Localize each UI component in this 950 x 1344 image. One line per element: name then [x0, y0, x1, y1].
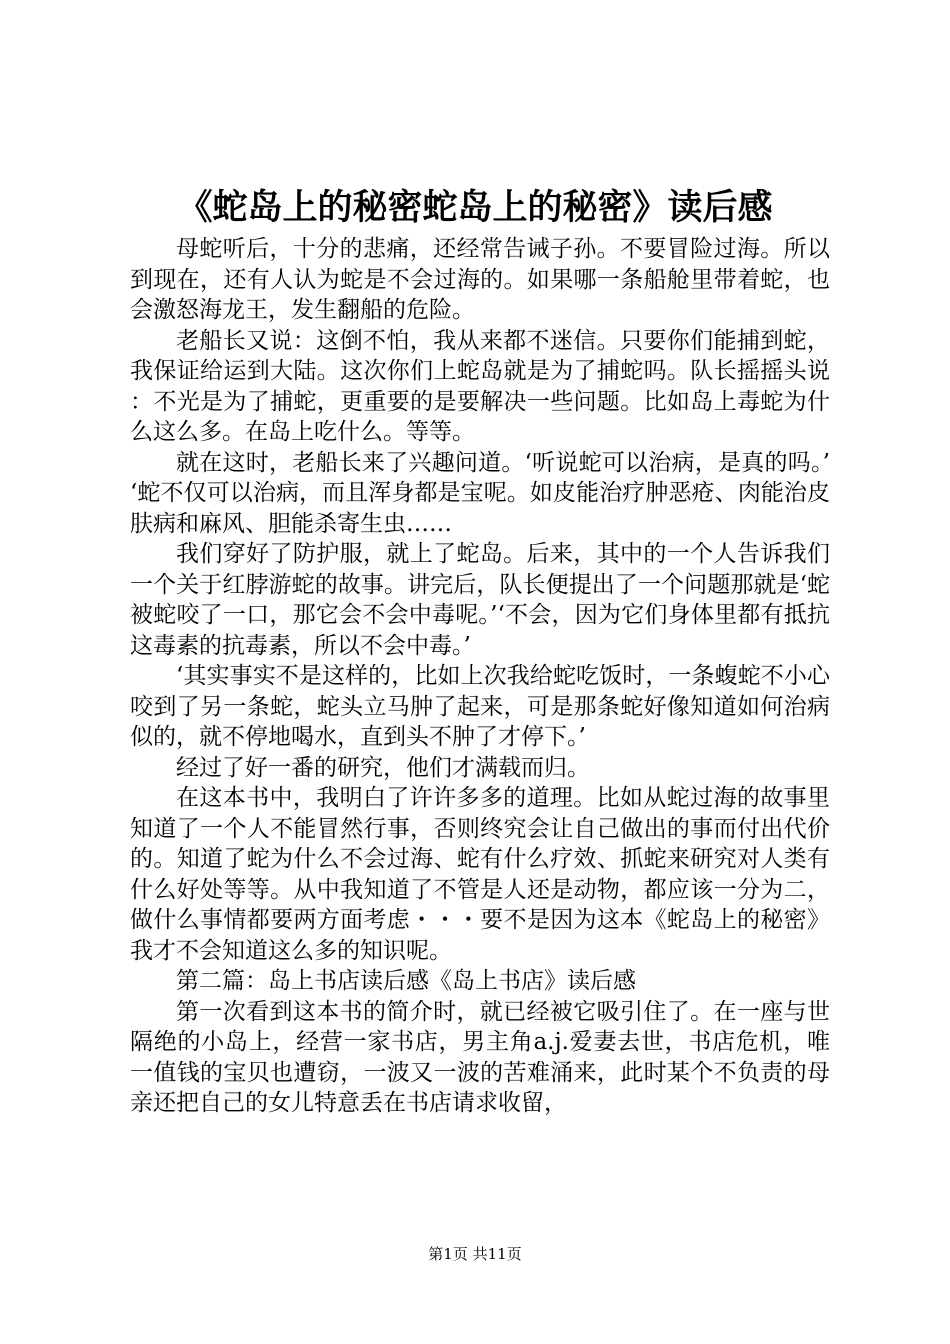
document-body [130, 234, 830, 1119]
paragraph: 第一次看到这本书的简介时，就已经被它吸引住了。在一座与世隔绝的小岛上，经营一家书店，男主角a.j.爱妻去世，书店危机，唯一值钱的宝贝也遭窃，一波又一波的苦难涌来，此时某个不负责的母亲还把自己的女儿特意丢在书店请求收留， [130, 998, 830, 1116]
document-title: 《蛇岛上的秘密蛇岛上的秘密》读后感 [177, 187, 773, 228]
paragraph: 母蛇听后，十分的悲痛，还经常告诫子孙。不要冒险过海。所以到现在，还有人认为蛇是不会过海的。如果哪一条船舱里带着蛇，也会激怒海龙王，发生翻船的危险。 [130, 236, 830, 323]
paragraph: 在这本书中，我明白了许许多多的道理。比如从蛇过海的故事里知道了一个人不能冒然行事，否则终究会让自己做出的事而付出代价的。知道了蛇为什么不会过海、蛇有什么疗效、抓蛇来研究对人类有什么好处等等。从中我知道了不管是人还是动物，都应该一分为二，做什么事情都要两方面考虑・・・要不是因为这本《蛇岛上的秘密》我才不会知道这么多的知识呢。 [130, 785, 830, 964]
page-footer: 第1页 共11页 [428, 1245, 522, 1263]
paragraph: 我们穿好了防护服，就上了蛇岛。后来，其中的一个人告诉我们一个关于红脖游蛇的故事。讲完后，队长便提出了一个问题那就是‘蛇被蛇咬了一口，那它会不会中毒呢。’‘不会，因为它们身体里都有抵抗这毒素的抗毒素，所以不会中毒。’ [130, 541, 830, 659]
paragraph: 就在这时，老船长来了兴趣问道。‘听说蛇可以治病，是真的吗。’‘蛇不仅可以治病，而且浑身都是宝呢。如皮能治疗肿恶疮、肉能治皮肤病和麻风、胆能杀寄生虫…… [130, 449, 830, 537]
paragraph: 经过了好一番的研究，他们才满载而归。 [176, 754, 590, 781]
section-heading: 第二篇：岛上书店读后感《岛上书店》读后感 [176, 968, 636, 994]
paragraph: 老船长又说：这倒不怕，我从来都不迷信。只要你们能捕到蛇，我保证给运到大陆。这次你们上蛇岛就是为了捕蛇吗。队长摇摇头说：不光是为了捕蛇，更重要的是要解决一些问题。比如岛上毒蛇为什么这么多。在岛上吃什么。等等。 [130, 327, 830, 445]
paragraph: ‘其实事实不是这样的，比如上次我给蛇吃饭时，一条蝮蛇不小心咬到了另一条蛇，蛇头立马肿了起来，可是那条蛇好像知道如何治病似的，就不停地喝水，直到头不肿了才停下。’ [130, 663, 830, 750]
